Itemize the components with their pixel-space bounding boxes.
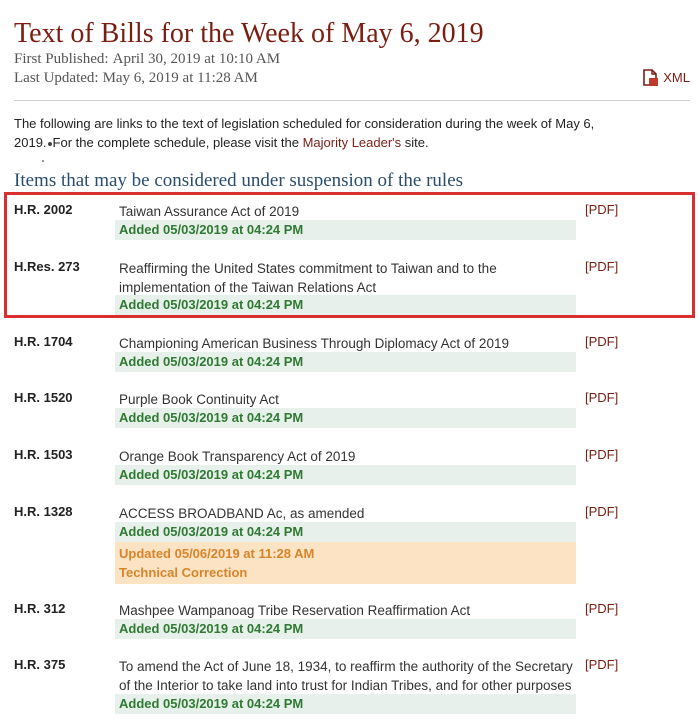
added-badge: Added 05/03/2019 at 04:24 PM — [115, 694, 576, 714]
added-badge: Added 05/03/2019 at 04:24 PM — [115, 619, 576, 639]
added-badge: Added 05/03/2019 at 04:24 PM — [115, 522, 576, 542]
bill-title: Reaffirming the United States commitment to Taiwan and to the implementation of the Taiwan Relations Act — [119, 261, 497, 295]
intro-paragraph — [14, 114, 624, 152]
intro-text: The following are links to the text of legislation scheduled for consideration during the week of May 6, 2019. — [14, 116, 595, 150]
added-badge: Added 05/03/2019 at 04:24 PM — [115, 220, 576, 240]
pdf-link[interactable]: [PDF] — [585, 202, 619, 217]
bill-number: H.R. 1328 — [14, 504, 73, 519]
added-badge: Added 05/03/2019 at 04:24 PM — [115, 465, 576, 485]
intro-text-end: site. — [401, 135, 429, 150]
pdf-link[interactable]: [PDF] — [585, 657, 619, 672]
xml-link[interactable] — [642, 69, 690, 86]
added-badge: Added 05/03/2019 at 04:24 PM — [115, 408, 576, 428]
pdf-link[interactable]: [PDF] — [585, 447, 619, 462]
bill-title: Championing American Business Through Diplomacy Act of 2019 — [119, 336, 509, 351]
majority-leader-link[interactable]: Majority Leader's — [302, 135, 402, 150]
pdf-link[interactable]: [PDF] — [585, 334, 619, 349]
bill-title: ACCESS BROADBAND Ac, as amended — [119, 506, 365, 521]
updated-note: Technical Correction — [119, 565, 248, 580]
xml-file-icon — [642, 69, 658, 86]
pdf-link[interactable]: [PDF] — [585, 390, 619, 405]
added-badge: Added 05/03/2019 at 04:24 PM — [115, 295, 576, 315]
bill-number: H.R. 375 — [14, 657, 66, 672]
last-updated-date: May 6, 2019 at 11:28 AM — [102, 70, 258, 86]
first-published-label: First Published: — [14, 51, 109, 67]
bill-number: H.R. 1520 — [14, 390, 73, 405]
first-published-date: April 30, 2019 at 10:10 AM — [112, 51, 281, 67]
bill-title: Taiwan Assurance Act of 2019 — [119, 204, 300, 219]
pdf-link[interactable]: [PDF] — [585, 504, 619, 519]
bill-title: To amend the Act of June 18, 1934, to reaffirm the authority of the Secretary of the Interior to take land into trust for Indian Tribes, and for other purposes — [119, 659, 573, 693]
section-title: Items that may be considered under suspension of the rules — [14, 170, 464, 191]
last-updated-label: Last Updated: — [14, 70, 99, 86]
updated-badge — [115, 542, 576, 584]
added-badge: Added 05/03/2019 at 04:24 PM — [115, 352, 576, 372]
bill-number: H.Res. 273 — [14, 259, 80, 274]
intro-text-middle: For the complete schedule, please visit the — [52, 135, 303, 150]
bill-title: Mashpee Wampanoag Tribe Reservation Reaffirmation Act — [119, 603, 471, 618]
pdf-link[interactable]: [PDF] — [585, 259, 619, 274]
bill-number: H.R. 1503 — [14, 447, 73, 462]
bill-number: H.R. 312 — [14, 601, 66, 616]
bullet-dot — [48, 142, 52, 146]
first-published — [14, 51, 280, 68]
bill-title: Orange Book Transparency Act of 2019 — [119, 449, 356, 464]
header-divider — [14, 100, 690, 101]
pdf-link[interactable]: [PDF] — [585, 601, 619, 616]
page-title: Text of Bills for the Week of May 6, 2019 — [14, 18, 484, 49]
stray-dot — [42, 160, 44, 162]
bill-number: H.R. 2002 — [14, 202, 73, 217]
bill-number: H.R. 1704 — [14, 334, 73, 349]
xml-label: XML — [663, 70, 690, 85]
last-updated — [14, 70, 258, 87]
bill-title: Purple Book Continuity Act — [119, 392, 279, 407]
updated-date: Updated 05/06/2019 at 11:28 AM — [119, 546, 315, 561]
